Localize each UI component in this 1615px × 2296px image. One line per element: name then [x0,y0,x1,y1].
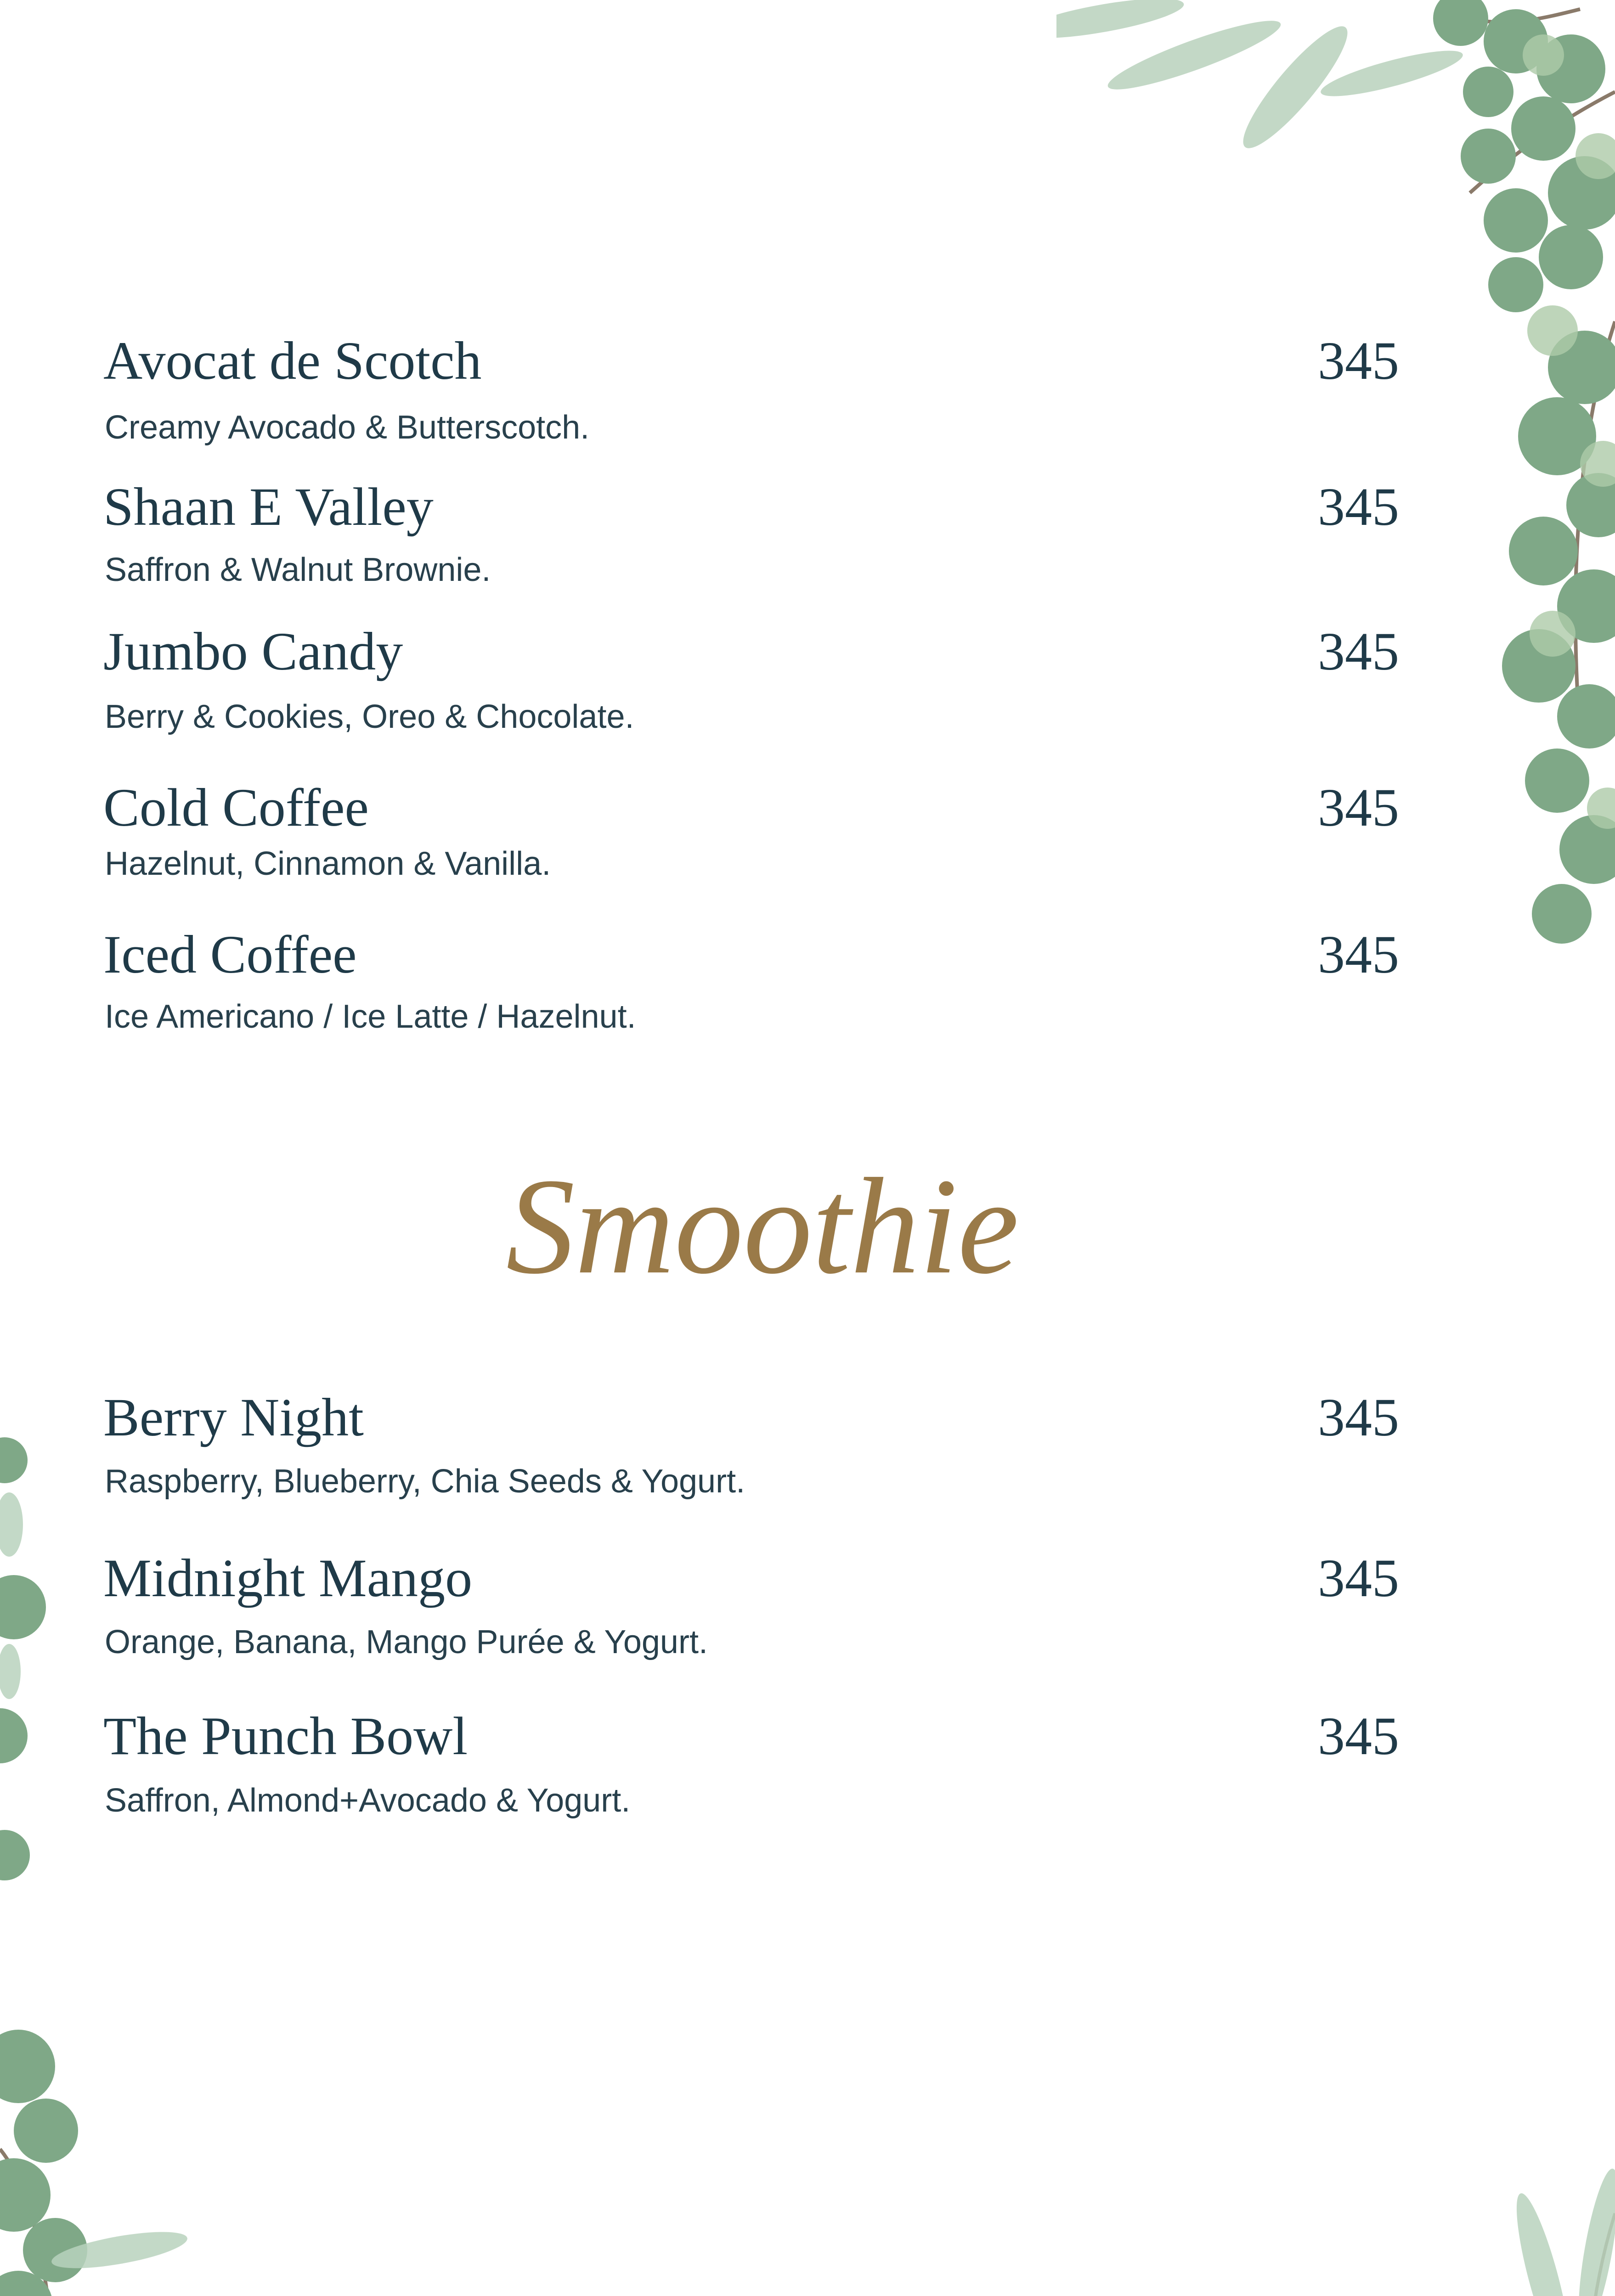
item-description: Raspberry, Blueberry, Chia Seeds & Yogurt. [105,1463,745,1500]
item-name: Avocat de Scotch [103,331,482,391]
eucalyptus-left-middle [0,1414,64,1892]
item-price: 345 [1318,477,1399,537]
eucalyptus-bottom-right [1406,2158,1615,2296]
section-title: Smoothie [506,1150,1019,1302]
item-price: 345 [1318,331,1399,391]
item-name: Midnight Mango [103,1548,473,1608]
item-price: 345 [1318,777,1399,838]
item-description: Creamy Avocado & Butterscotch. [105,409,590,446]
item-name: Berry Night [103,1387,364,1447]
item-name: Iced Coffee [103,924,357,985]
item-description: Saffron & Walnut Brownie. [105,551,491,588]
item-description: Berry & Cookies, Oreo & Chocolate. [105,698,634,735]
item-description: Ice Americano / Ice Latte / Hazelnut. [105,998,636,1035]
item-name: Cold Coffee [103,777,369,838]
item-price: 345 [1318,1706,1399,1766]
eucalyptus-bottom-left [0,2011,478,2296]
item-price: 345 [1318,924,1399,985]
item-description: Hazelnut, Cinnamon & Vanilla. [105,845,551,882]
item-description: Saffron, Almond+Avocado & Yogurt. [105,1782,631,1819]
item-name: The Punch Bowl [103,1706,468,1766]
item-name: Shaan E Valley [103,477,434,537]
item-price: 345 [1318,621,1399,681]
item-description: Orange, Banana, Mango Purée & Yogurt. [105,1624,708,1660]
item-price: 345 [1318,1387,1399,1447]
item-price: 345 [1318,1548,1399,1608]
item-name: Jumbo Candy [103,621,403,681]
